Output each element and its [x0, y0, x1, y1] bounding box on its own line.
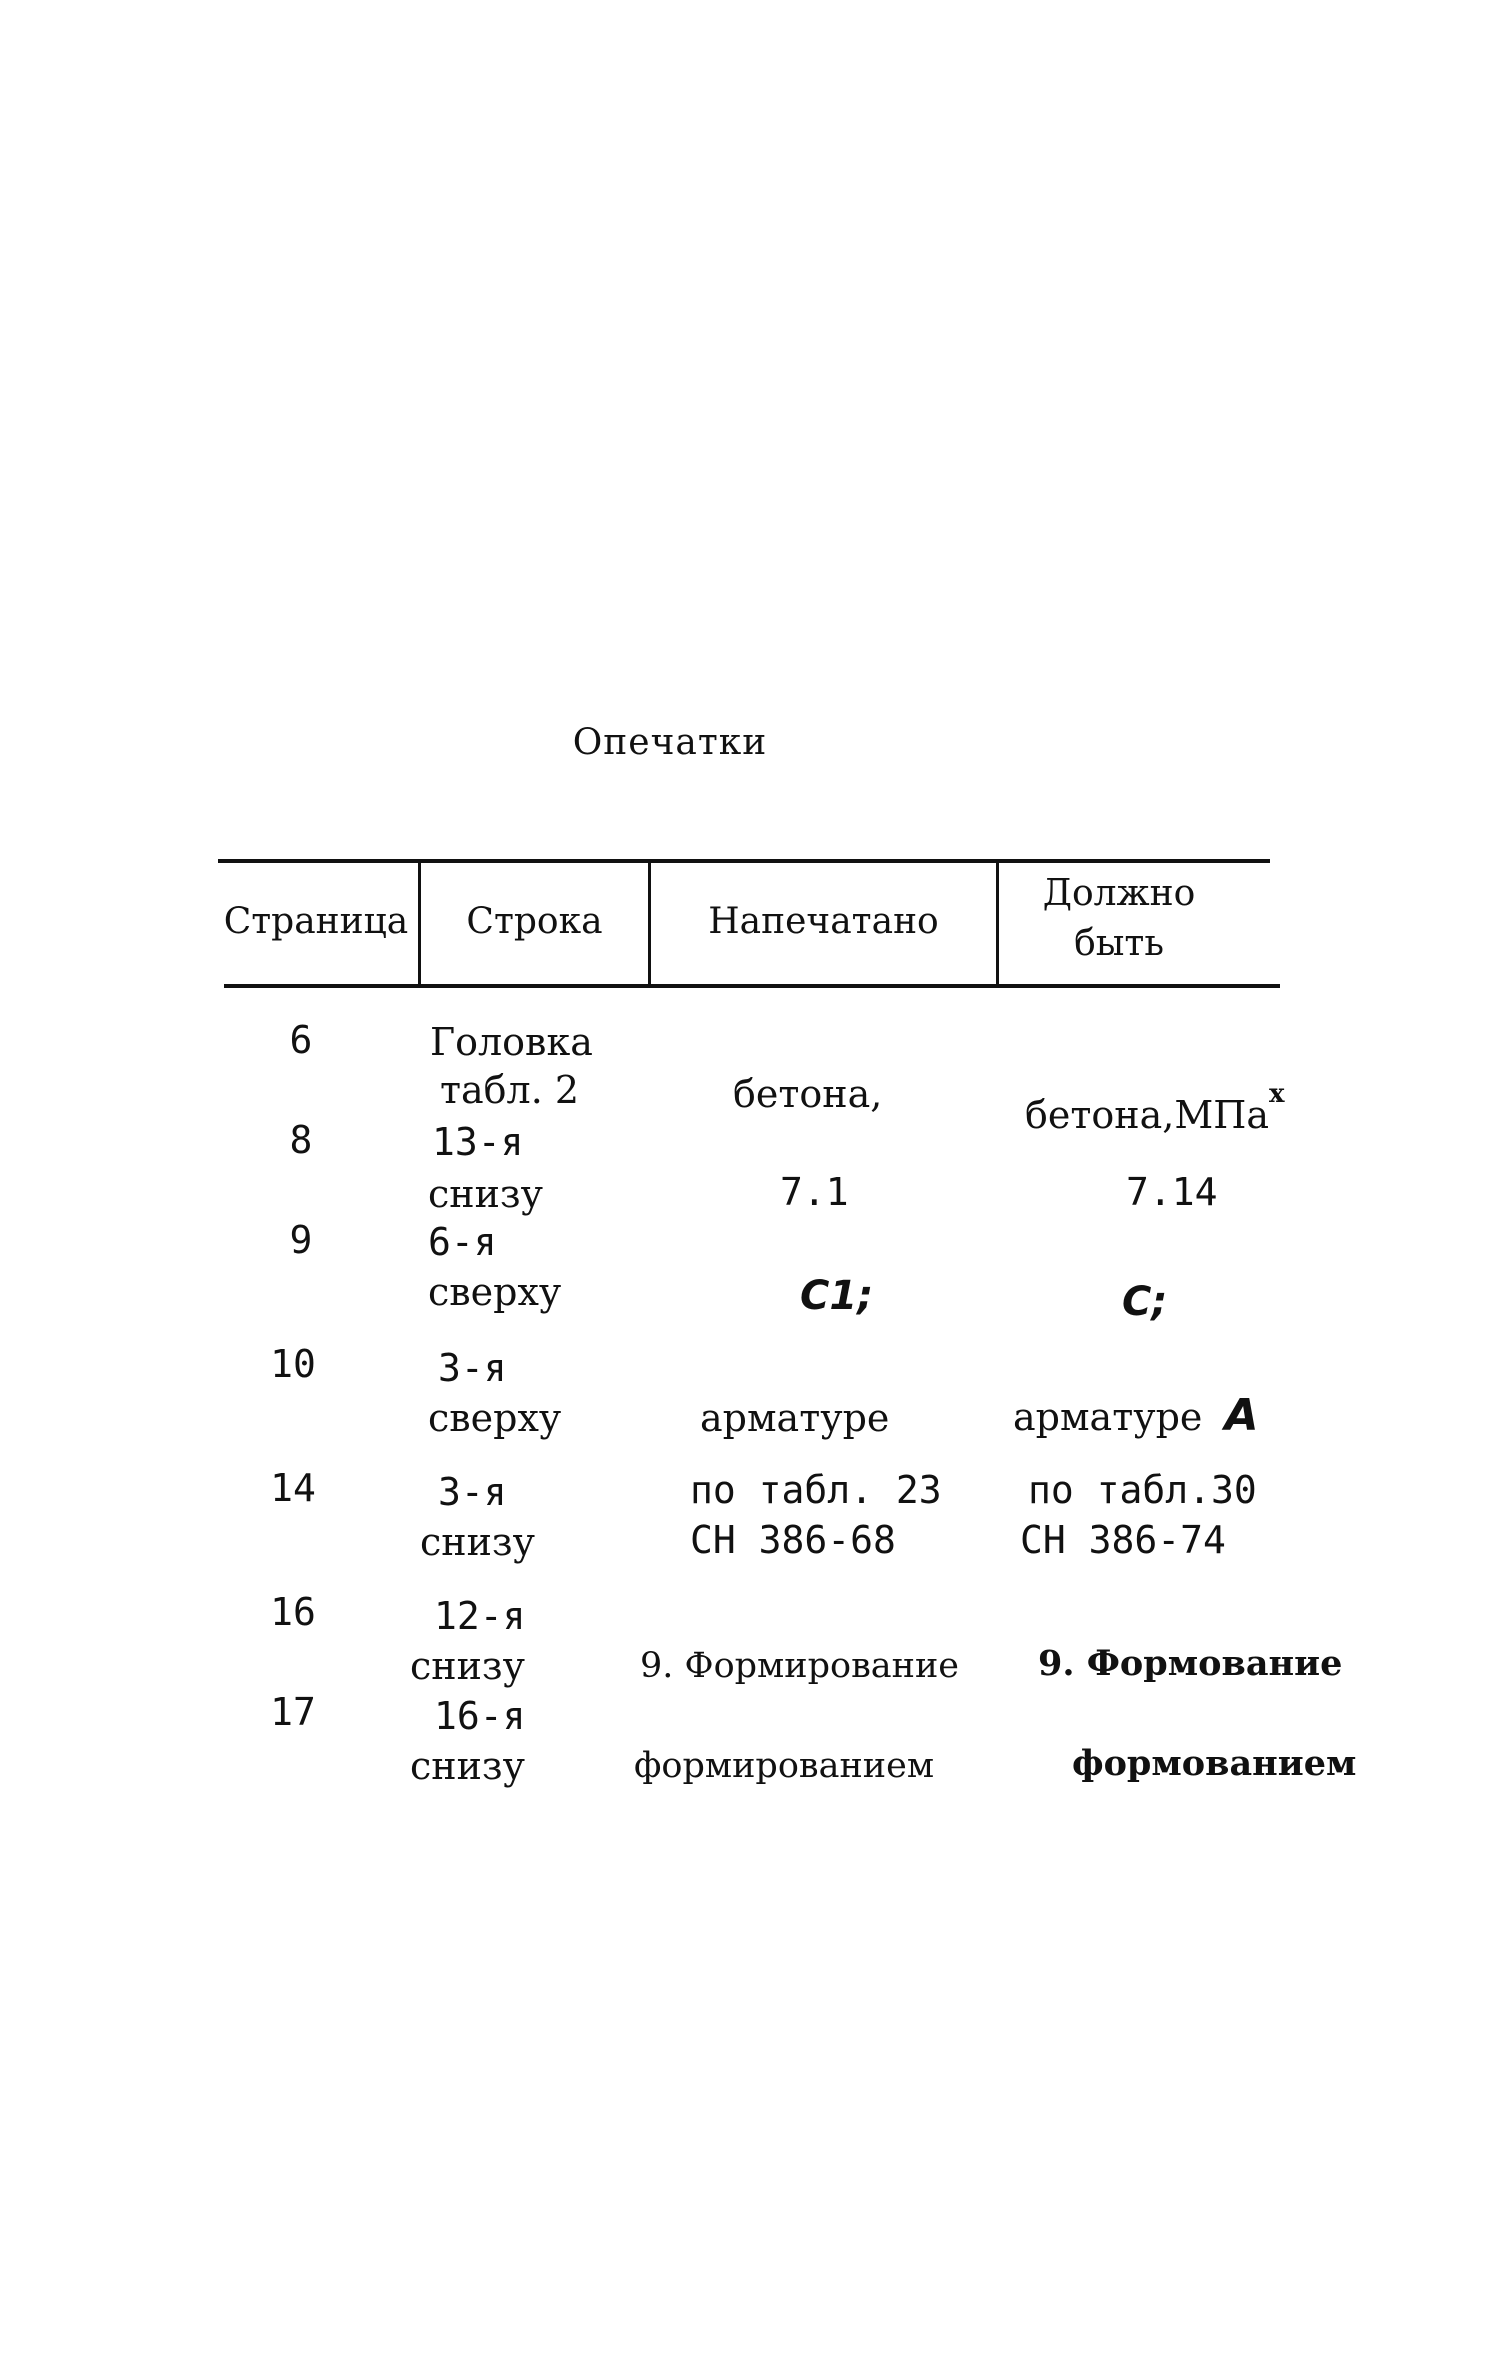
row-printed: арматуре	[700, 1396, 890, 1440]
page-title: Опечатки	[572, 722, 768, 763]
row-page-number: 16	[270, 1590, 316, 1634]
row-line-ref: снизу	[410, 1744, 526, 1788]
row-should-be: C;	[1122, 1279, 1168, 1325]
row-should-be: 7.14	[1126, 1170, 1218, 1214]
row-page-number: 6	[289, 1018, 313, 1062]
header-should-be	[999, 869, 1239, 969]
row-line-ref: снизу	[420, 1520, 536, 1564]
should-be-text: арматуре	[1013, 1395, 1203, 1439]
row-line-ref: табл. 2	[440, 1068, 580, 1112]
reinforcement-class-mark: A	[1224, 1390, 1259, 1441]
row-line-ref: 16-я	[434, 1694, 526, 1738]
header-should-be-line2: быть	[1074, 923, 1164, 964]
row-page-number: 14	[270, 1466, 316, 1510]
row-printed: бетона,	[733, 1072, 883, 1116]
header-should-be-line1: Должно	[1042, 873, 1196, 914]
table-top-rule	[218, 859, 1270, 863]
row-printed: 7.1	[780, 1170, 849, 1214]
row-line-ref: 12-я	[434, 1594, 526, 1638]
row-page-number: 9	[289, 1218, 313, 1262]
row-printed: СН 386-68	[690, 1518, 896, 1562]
row-line-ref: сверху	[428, 1396, 562, 1440]
row-should-be	[1025, 1070, 1285, 1139]
row-should-be: СН 386-74	[1020, 1518, 1226, 1562]
header-page: Страница	[223, 901, 409, 942]
should-be-text: бетона,МПа	[1025, 1093, 1270, 1137]
row-line-ref: снизу	[410, 1644, 526, 1688]
header-line: Строка	[466, 901, 603, 942]
row-printed: формированием	[634, 1746, 935, 1786]
row-should-be: по табл.30	[1028, 1468, 1257, 1512]
row-line-ref: 6-я	[428, 1220, 497, 1264]
footnote-mark: x	[1269, 1079, 1285, 1109]
row-line-ref: сверху	[428, 1270, 562, 1314]
row-printed: по табл. 23	[690, 1468, 942, 1512]
row-page-number: 8	[289, 1118, 313, 1162]
row-printed: 9. Формирование	[640, 1646, 960, 1686]
row-should-be: формованием	[1072, 1743, 1357, 1784]
row-should-be	[1013, 1392, 1259, 1441]
row-line-ref: 3-я	[438, 1470, 507, 1514]
row-line-ref: 13-я	[432, 1120, 524, 1164]
table-header-rule	[224, 984, 1280, 988]
row-printed: C1;	[800, 1273, 874, 1319]
row-line-ref: Головка	[430, 1020, 593, 1064]
row-should-be: 9. Формование	[1038, 1643, 1343, 1684]
row-page-number: 17	[270, 1690, 316, 1734]
row-page-number: 10	[270, 1342, 316, 1386]
header-printed: Напечатано	[708, 901, 939, 942]
row-line-ref: снизу	[428, 1172, 544, 1216]
row-line-ref: 3-я	[438, 1346, 507, 1390]
